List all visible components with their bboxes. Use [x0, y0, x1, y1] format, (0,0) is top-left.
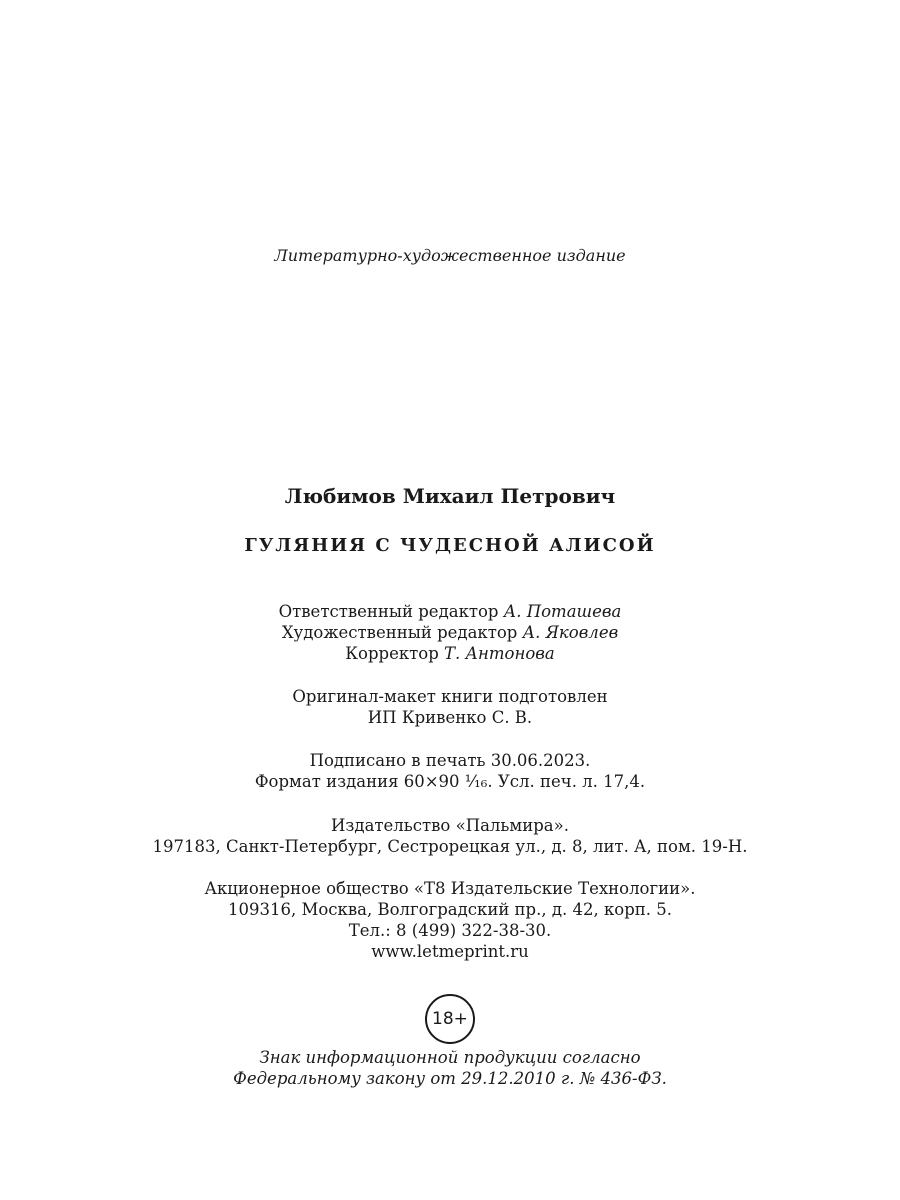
credit-line	[0, 643, 900, 664]
print-format: Формат издания 60×90 ¹⁄₁₆. Усл. печ. л. 17,4.	[254, 772, 646, 791]
law-notice-line: Федеральному закону от 29.12.2010 г. № 436-ФЗ.	[233, 1069, 667, 1088]
credit-role: Корректор	[345, 644, 439, 663]
print-info-block	[0, 750, 900, 792]
age-rating-badge	[425, 994, 475, 1044]
publisher-block	[0, 815, 900, 857]
credit-role: Художественный редактор	[281, 623, 518, 642]
publisher-name: Издательство «Пальмира».	[331, 816, 569, 835]
law-notice	[0, 1047, 900, 1089]
layout-block	[0, 686, 900, 728]
layout-line: Оригинал-макет книги подготовлен	[292, 687, 608, 706]
credit-name: А. Поташева	[503, 602, 622, 621]
credits-block	[0, 601, 900, 664]
printer-website: www.letmeprint.ru	[371, 942, 529, 961]
author-name: Любимов Михаил Петрович	[284, 484, 616, 508]
book-title: ГУЛЯНИЯ С ЧУДЕСНОЙ АЛИСОЙ	[244, 535, 656, 556]
layout-line: ИП Кривенко С. В.	[367, 708, 533, 727]
credit-name: А. Яковлев	[522, 623, 619, 642]
print-signed-date: Подписано в печать 30.06.2023.	[309, 751, 591, 770]
law-notice-line: Знак информационной продукции согласно	[259, 1048, 641, 1067]
printer-address: 109316, Москва, Волгоградский пр., д. 42, корп. 5.	[227, 900, 673, 919]
genre-label: Литературно-художественное издание	[274, 246, 626, 265]
credit-name: Т. Антонова	[444, 644, 555, 663]
credit-line	[0, 622, 900, 643]
printer-name: Акционерное общество «Т8 Издательские Технологии».	[204, 879, 696, 898]
printer-phone: Тел.: 8 (499) 322-38-30.	[348, 921, 552, 940]
printer-block	[0, 878, 900, 962]
credit-line	[0, 601, 900, 622]
credit-role: Ответственный редактор	[278, 602, 499, 621]
publisher-address: 197183, Санкт-Петербург, Сестрорецкая ул., д. 8, лит. А, пом. 19-Н.	[152, 837, 748, 856]
age-rating-label: 18+	[432, 1009, 468, 1029]
